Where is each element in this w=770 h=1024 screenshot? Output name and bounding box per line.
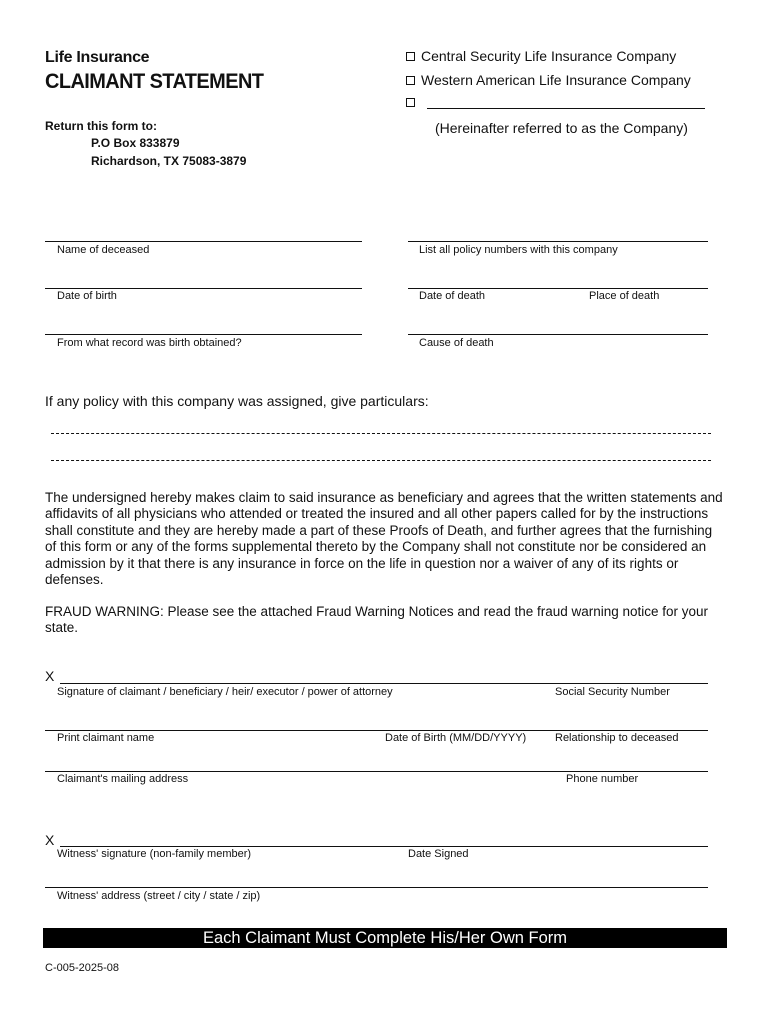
checkbox-icon[interactable] [406, 98, 415, 107]
checkbox-icon[interactable] [406, 76, 415, 85]
claimant-dob-label: Date of Birth (MM/DD/YYYY) [385, 732, 527, 744]
claimant-signature-label: Signature of claimant / beneficiary / heir/ executor / power of attorney [57, 686, 393, 698]
date-signed-label: Date Signed [408, 848, 469, 860]
form-code: C-005-2025-08 [45, 962, 119, 974]
company-option-western-american[interactable] [406, 72, 691, 88]
company-option-other[interactable] [406, 96, 705, 109]
cause-of-death-field[interactable] [408, 334, 708, 335]
claimant-banner: Each Claimant Must Complete His/Her Own Form [43, 928, 727, 948]
witness-x-mark: X [45, 832, 55, 848]
phone-label: Phone number [566, 773, 639, 785]
witness-address-label: Witness' address (street / city / state / zip) [57, 890, 261, 902]
company-option-label: Western American Life Insurance Company [421, 72, 691, 88]
form-subtitle: Life Insurance [45, 49, 150, 66]
name-of-deceased-label: Name of deceased [57, 244, 150, 256]
claimant-name-field[interactable] [45, 730, 708, 731]
policy-numbers-field[interactable] [408, 241, 708, 242]
date-of-birth-field[interactable] [45, 288, 362, 289]
witness-signature-field[interactable] [60, 846, 708, 847]
claimant-x-mark: X [45, 668, 55, 684]
birth-record-label: From what record was birth obtained? [57, 337, 242, 349]
cause-of-death-label: Cause of death [419, 337, 494, 349]
return-label: Return this form to: [45, 119, 157, 133]
policy-numbers-label: List all policy numbers with this company [419, 244, 618, 256]
claimant-signature-field[interactable] [60, 683, 708, 684]
mailing-address-field[interactable] [45, 771, 708, 772]
date-of-birth-label: Date of birth [57, 290, 117, 302]
checkbox-icon[interactable] [406, 52, 415, 61]
witness-signature-label: Witness' signature (non-family member) [57, 848, 252, 860]
date-of-death-label: Date of death [419, 290, 486, 302]
company-referred-note: (Hereinafter referred to as the Company) [435, 120, 688, 136]
print-name-label: Print claimant name [57, 732, 155, 744]
name-of-deceased-field[interactable] [45, 241, 362, 242]
relationship-label: Relationship to deceased [555, 732, 679, 744]
assignment-line-2[interactable] [51, 460, 711, 461]
fraud-warning: FRAUD WARNING: Please see the attached Fraud Warning Notices and read the fraud warning notice for your state. [45, 604, 709, 636]
date-place-of-death-field[interactable] [408, 288, 708, 289]
mailing-address-label: Claimant's mailing address [57, 773, 189, 785]
form-title: CLAIMANT STATEMENT [45, 70, 264, 93]
other-company-field[interactable] [427, 96, 705, 109]
assignment-line-1[interactable] [51, 433, 711, 434]
witness-address-field[interactable] [45, 887, 708, 888]
return-address-line2: Richardson, TX 75083-3879 [91, 154, 247, 168]
place-of-death-label: Place of death [589, 290, 660, 302]
ssn-label: Social Security Number [555, 686, 670, 698]
company-option-label: Central Security Life Insurance Company [421, 48, 677, 64]
claim-statement-paragraph: The undersigned hereby makes claim to said insurance as beneficiary and agrees that the written statements and affidavits of all physicians who attended or treated the insured and all other papers called for by the instructions shall constitute and they are hereby made a part of these Proofs of Death, and further agrees that the furnishing of this form or any of the forms supplemental thereto by the Company shall not constitute nor be considered an admission by it that there is any insurance in force on the life in question nor a waiver of any of its rights or defenses. [45, 490, 723, 588]
birth-record-field[interactable] [45, 334, 362, 335]
assignment-question: If any policy with this company was assigned, give particulars: [45, 393, 429, 409]
company-option-central-security[interactable] [406, 48, 676, 64]
return-address-line1: P.O Box 833879 [91, 136, 180, 150]
